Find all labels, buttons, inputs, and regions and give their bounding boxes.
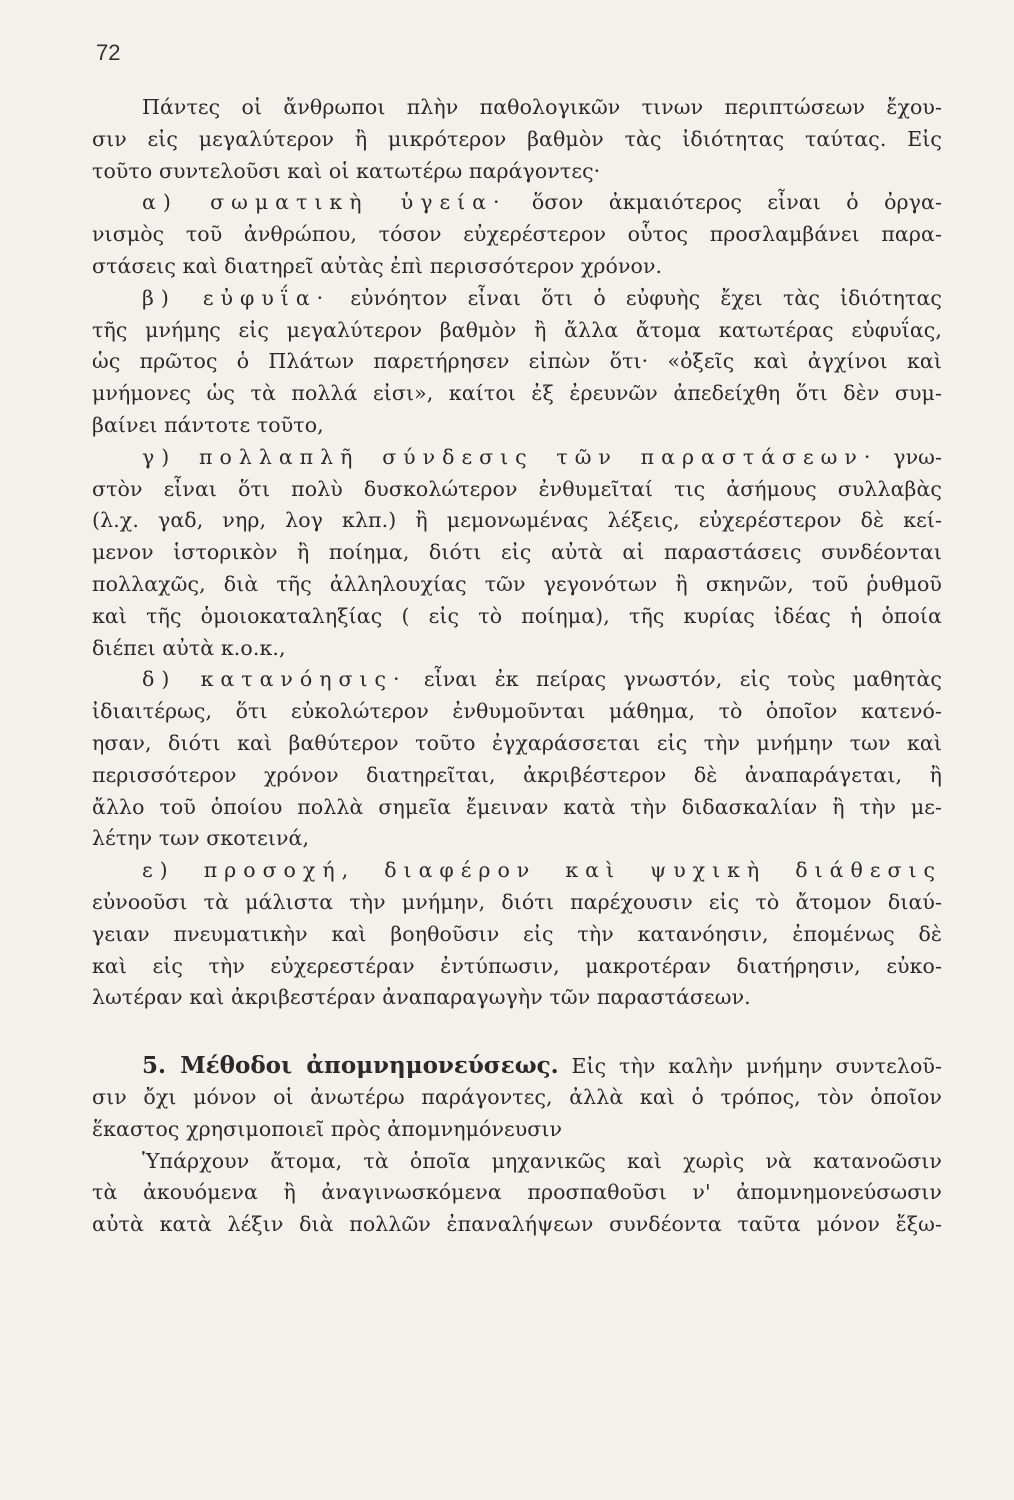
- section-first-line: [92, 1050, 942, 1082]
- text-line: Πάντες οἱ ἄνθρωποι πλὴν παθολογικῶν τινων περιπτώσεων ἔχου-: [142, 95, 942, 119]
- text-line: μνήμονες ὡς τὰ πολλά εἰσι», καίτοι ἐξ ἐρευνῶν ἀπεδείχθη ὅτι δὲν συμ-: [92, 381, 942, 406]
- text-line: τῆς μνήμης εἰς μεγαλύτερον βαθμὸν ἢ ἄλλα ἄτομα κατωτέρας εὐφυΐας,: [92, 317, 942, 342]
- text-run: εἶναι ἐκ πείρας γνωστόν, εἰς τοὺς μαθητὰς: [406, 667, 942, 692]
- item-epsilon-heading: ε) προσοχή, διαφέρον καὶ ψυχικὴ διάθεσις: [142, 858, 942, 883]
- item-delta-heading: δ) κατανόησις·: [142, 667, 407, 692]
- section-title: 5. Μέθοδοι ἀπομνημονεύσεως.: [142, 1052, 559, 1080]
- text-line: περισσότερον χρόνον διατηρεῖται, ἀκριβέστερον δὲ ἀναπαράγεται, ἢ: [92, 762, 942, 787]
- text-line: μενον ἱστορικὸν ἢ ποίημα, διότι εἰς αὐτὰ αἱ παραστάσεις συνδέονται: [92, 540, 942, 565]
- text-run: ὅσον ἀκμαιότερος εἶναι ὁ ὀργα-: [506, 190, 942, 215]
- page-number: 72: [96, 40, 121, 65]
- text-line: ἄλλο τοῦ ὁποίου πολλὰ σημεῖα ἔμειναν κατὰ τὴν διδασκαλίαν ἢ τὴν με-: [92, 794, 942, 819]
- text-line: Ὑπάρχουν ἄτομα, τὰ ὁποῖα μηχανικῶς καὶ χωρὶς νὰ κατανοῶσιν: [142, 1148, 942, 1173]
- text-line: στὸν εἶναι ὅτι πολὺ δυσκολώτερον ἐνθυμεῖταί τις ἀσήμους συλλαβὰς: [92, 476, 942, 501]
- text-line: λέτην των σκοτεινά,: [92, 826, 310, 851]
- body-text: [92, 92, 942, 1241]
- item-beta-first-line: [92, 283, 942, 315]
- item-gamma-heading: γ) πολλαπλῆ σύνδεσις τῶν παραστάσεων·: [142, 444, 878, 469]
- text-line: σιν ὄχι μόνον οἱ ἀνωτέρω παράγοντες, ἀλλὰ καὶ ὁ τρόπος, τὸν ὁποῖον: [92, 1084, 942, 1109]
- text-run: γνω-: [877, 444, 942, 469]
- text-line: διέπει αὐτὰ κ.ο.κ.,: [92, 635, 286, 660]
- text-line: τοῦτο συντελοῦσι καὶ οἱ κατωτέρω παράγοντες·: [92, 158, 601, 183]
- text-line: (λ.χ. γαδ, νηρ, λογ κλπ.) ἢ μεμονωμένας λέξεις, εὐχερέστερον δὲ κεί-: [92, 508, 942, 533]
- text-run: Εἰς τὴν καλὴν μνήμην συντελοῦ-: [558, 1054, 942, 1079]
- text-line: ὡς πρῶτος ὁ Πλάτων παρετήρησεν εἰπὼν ὅτι· «ὀξεῖς καὶ ἀγχίνοι καὶ: [92, 349, 942, 374]
- section-gap: [92, 1014, 942, 1050]
- text-run: εὐνόητον εἶναι ὅτι ὁ εὐφυὴς ἔχει τὰς ἰδιότητας: [330, 285, 942, 310]
- item-beta-heading: β) εὐφυΐα·: [142, 285, 331, 310]
- item-gamma-first-line: [92, 442, 942, 474]
- text-line: βαίνει πάντοτε τοῦτο,: [92, 412, 324, 437]
- text-line: καὶ τῆς ὁμοιοκαταληξίας ( εἰς τὸ ποίημα), τῆς κυρίας ἰδέας ἡ ὁποία: [92, 603, 942, 628]
- text-line: πολλαχῶς, διὰ τῆς ἀλληλουχίας τῶν γεγονότων ἢ σκηνῶν, τοῦ ῥυθμοῦ: [92, 571, 942, 596]
- text-line: λωτέραν καὶ ἀκριβεστέραν ἀναπαραγωγὴν τῶν παραστάσεων.: [92, 985, 751, 1010]
- text-line: τὰ ἀκουόμενα ἢ ἀναγινωσκόμενα προσπαθοῦσι ν' ἀπομνημονεύσωσιν: [92, 1180, 942, 1205]
- text-line: εὐνοοῦσι τὰ μάλιστα τὴν μνήμην, διότι παρέχουσιν εἰς τὸ ἄτομον διαύ-: [92, 889, 942, 914]
- text-line: ησαν, διότι καὶ βαθύτερον τοῦτο ἐγχαράσσεται εἰς τὴν μνήμην των καὶ: [92, 730, 942, 755]
- item-alpha-heading: α) σωματικὴ ὑγεία·: [142, 190, 507, 215]
- text-line: στάσεις καὶ διατηρεῖ αὐτὰς ἐπὶ περισσότερον χρόνον.: [92, 253, 663, 278]
- text-line: καὶ εἰς τὴν εὐχερεστέραν ἐντύπωσιν, μακροτέραν διατήρησιν, εὐκο-: [92, 953, 942, 978]
- item-delta-first-line: [92, 664, 942, 696]
- text-line: αὐτὰ κατὰ λέξιν διὰ πολλῶν ἐπαναλήψεων συνδέοντα ταῦτα μόνον ἔξω-: [92, 1212, 942, 1237]
- item-alpha-first-line: [92, 187, 942, 219]
- text-line: ἰδιαιτέρως, ὅτι εὐκολώτερον ἐνθυμοῦνται μάθημα, τὸ ὁποῖον κατενό-: [92, 699, 942, 724]
- text-line: νισμὸς τοῦ ἀνθρώπου, τόσον εὐχερέστερον οὗτος προσλαμβάνει παρα-: [92, 222, 942, 247]
- text-line: ἕκαστος χρησιμοποιεῖ πρὸς ἀπομνημόνευσιν: [92, 1116, 563, 1141]
- text-line: γειαν πνευματικὴν καὶ βοηθοῦσιν εἰς τὴν κατανόησιν, ἐπομένως δὲ: [92, 921, 942, 946]
- text-line: σιν εἰς μεγαλύτερον ἢ μικρότερον βαθμὸν τὰς ἰδιότητας ταύτας. Εἰς: [92, 126, 942, 151]
